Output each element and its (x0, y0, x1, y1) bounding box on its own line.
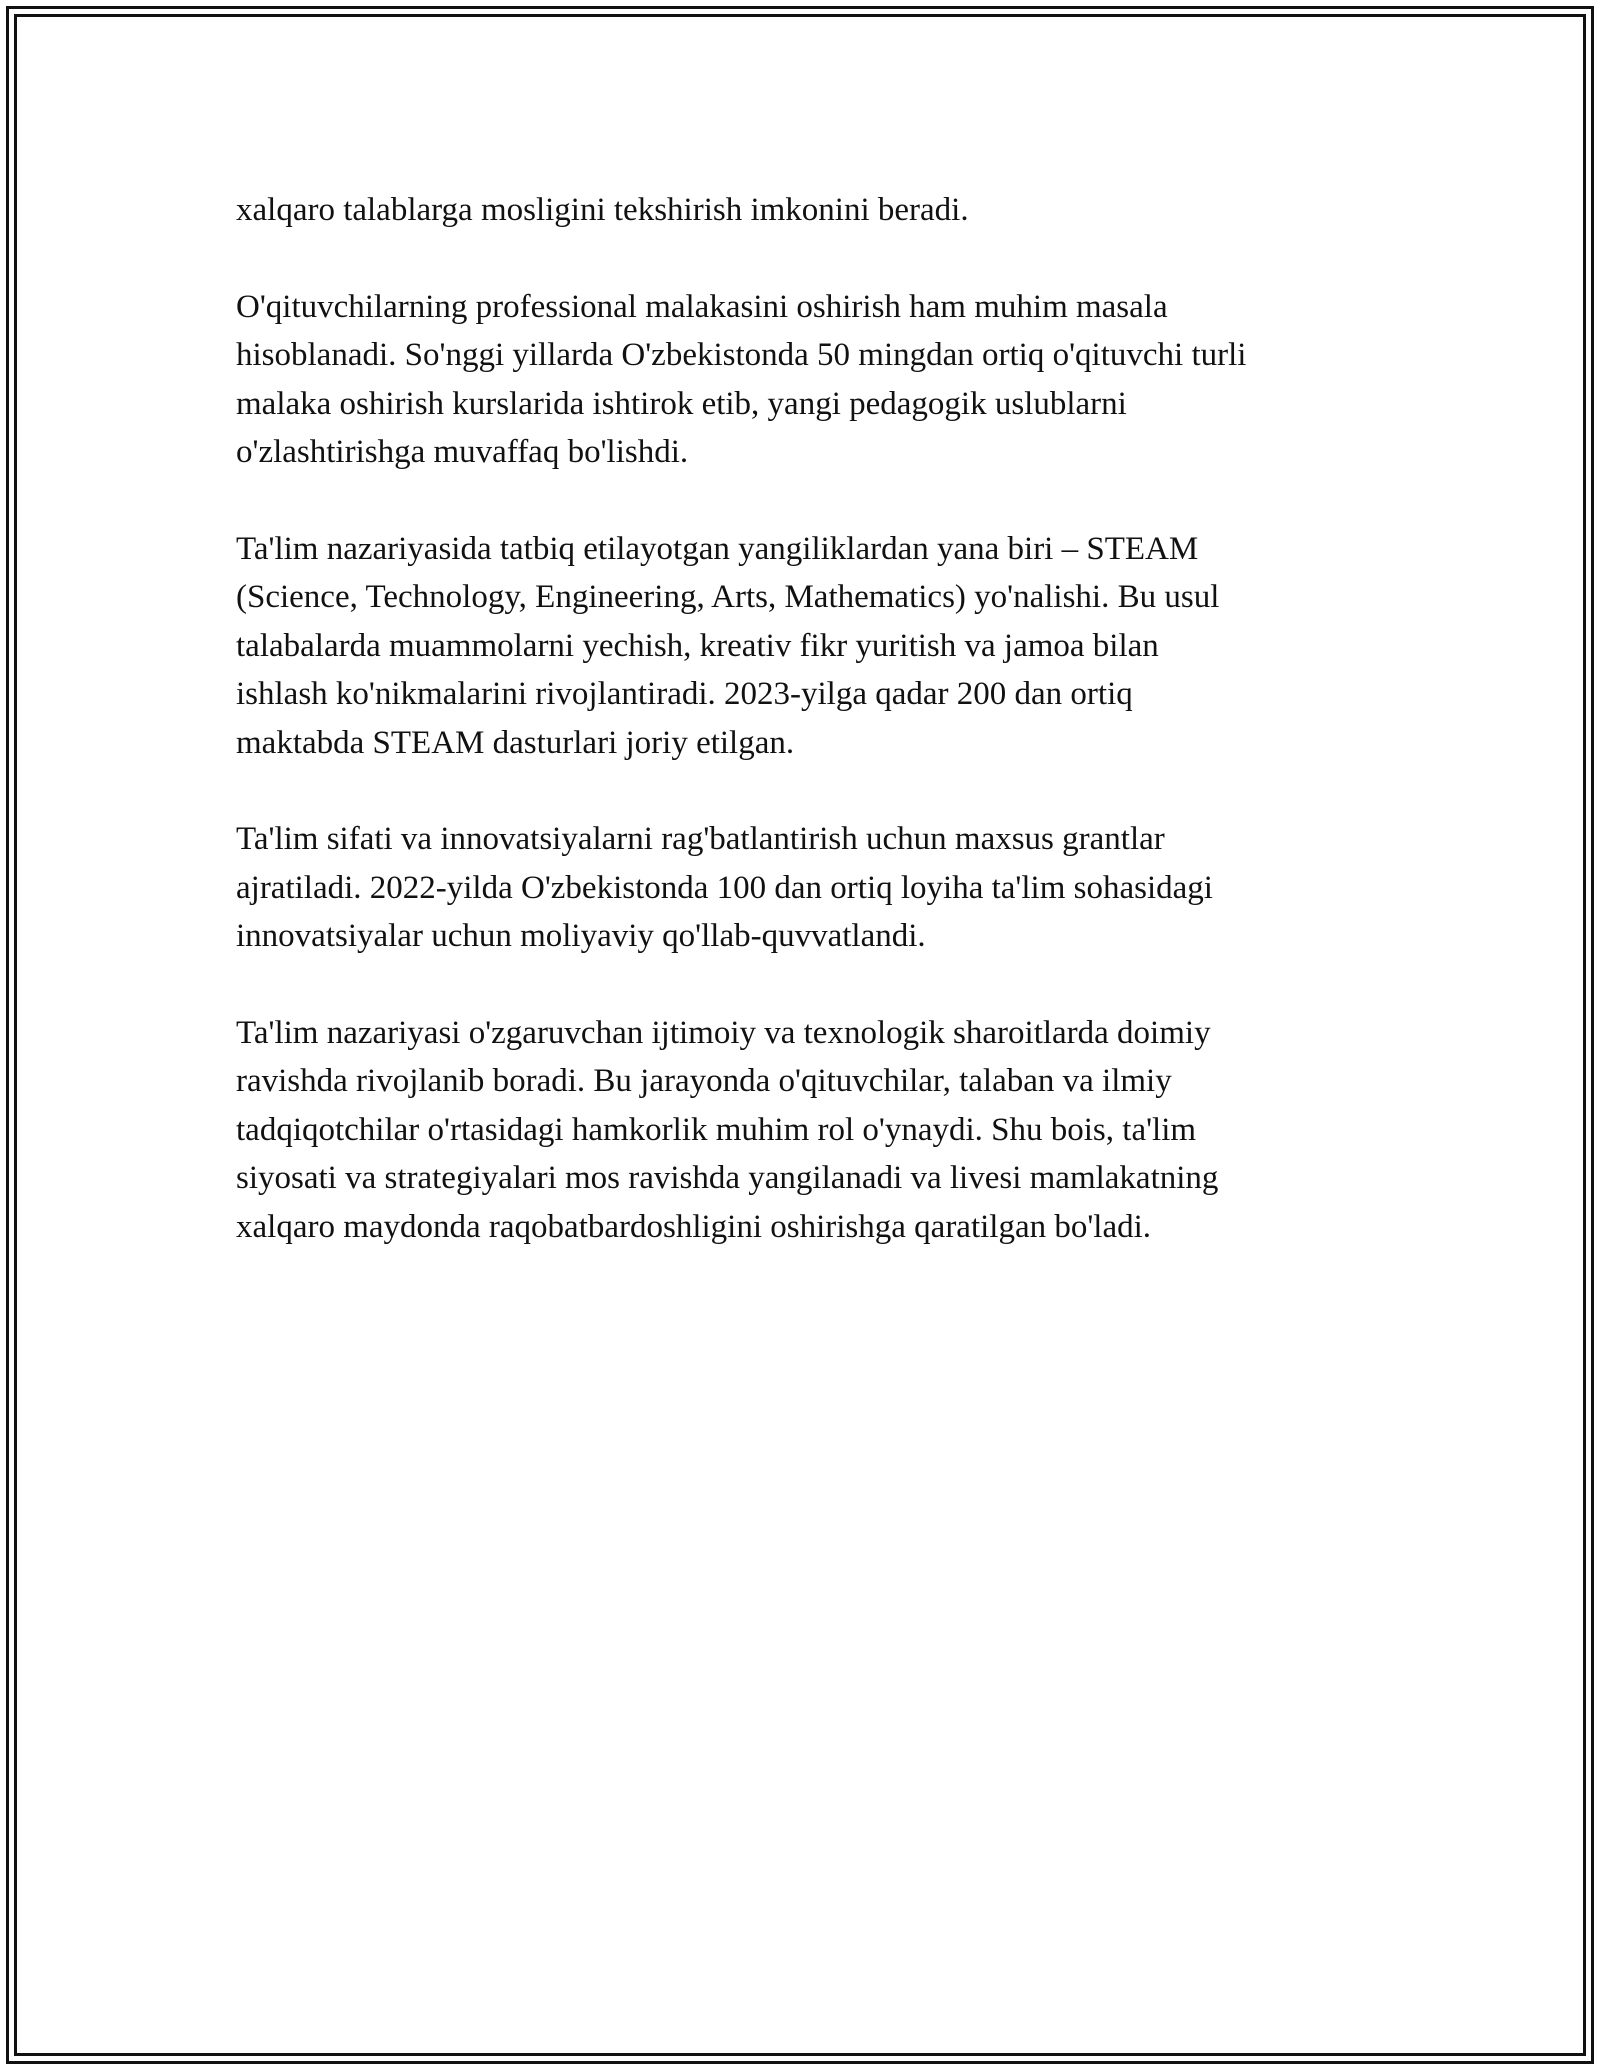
page-body (236, 186, 1366, 1299)
paragraph-steam: Ta'lim nazariyasida tatbiq etilayotgan yangiliklardan yana biri – STEAM (Science, Technology, Engineering, Arts, Mathematics) yo'nalishi. Bu usul talabalarda muammolarni yechish, kreativ fikr yuritish va jamoa bilan ishlash ko'nikmalarini rivojlantiradi. 2023-yilga qadar 200 dan ortiq maktabda STEAM dasturlari joriy etilgan. (236, 530, 1220, 761)
paragraph-grants: Ta'lim sifati va innovatsiyalarni rag'batlantirish uchun maxsus grantlar ajratiladi. 2022-yilda O'zbekistonda 100 dan ortiq loyiha ta'lim sohasidagi innovatsiyalar uchun moliyaviy qo'llab-quvvatlandi. (236, 821, 1213, 954)
paragraph-conclusion: Ta'lim nazariyasi o'zgaruvchan ijtimoiy va texnologik sharoitlarda doimiy ravishda rivojlanib boradi. Bu jarayonda o'qituvchilar, talaban va ilmiy tadqiqotchilar o'rtasidagi hamkorlik muhim rol o'ynaydi. Shu bois, ta'lim siyosati va strategiyalari mos ravishda yangilanadi va livesi mamlakatning xalqaro maydonda raqobatbardoshligini oshirishga qaratilgan bo'ladi. (236, 1014, 1219, 1245)
paragraph-teacher-training: O'qituvchilarning professional malakasini oshirish ham muhim masala hisoblanadi. So'nggi yillarda O'zbekistonda 50 mingdan ortiq o'qituvchi turli malaka oshirish kurslarida ishtirok etib, yangi pedagogik uslublarni o'zlashtirishga muvaffaq bo'lishdi. (236, 288, 1247, 470)
paragraph-continuation: xalqaro talablarga mosligini tekshirish imkonini beradi. (236, 192, 969, 228)
